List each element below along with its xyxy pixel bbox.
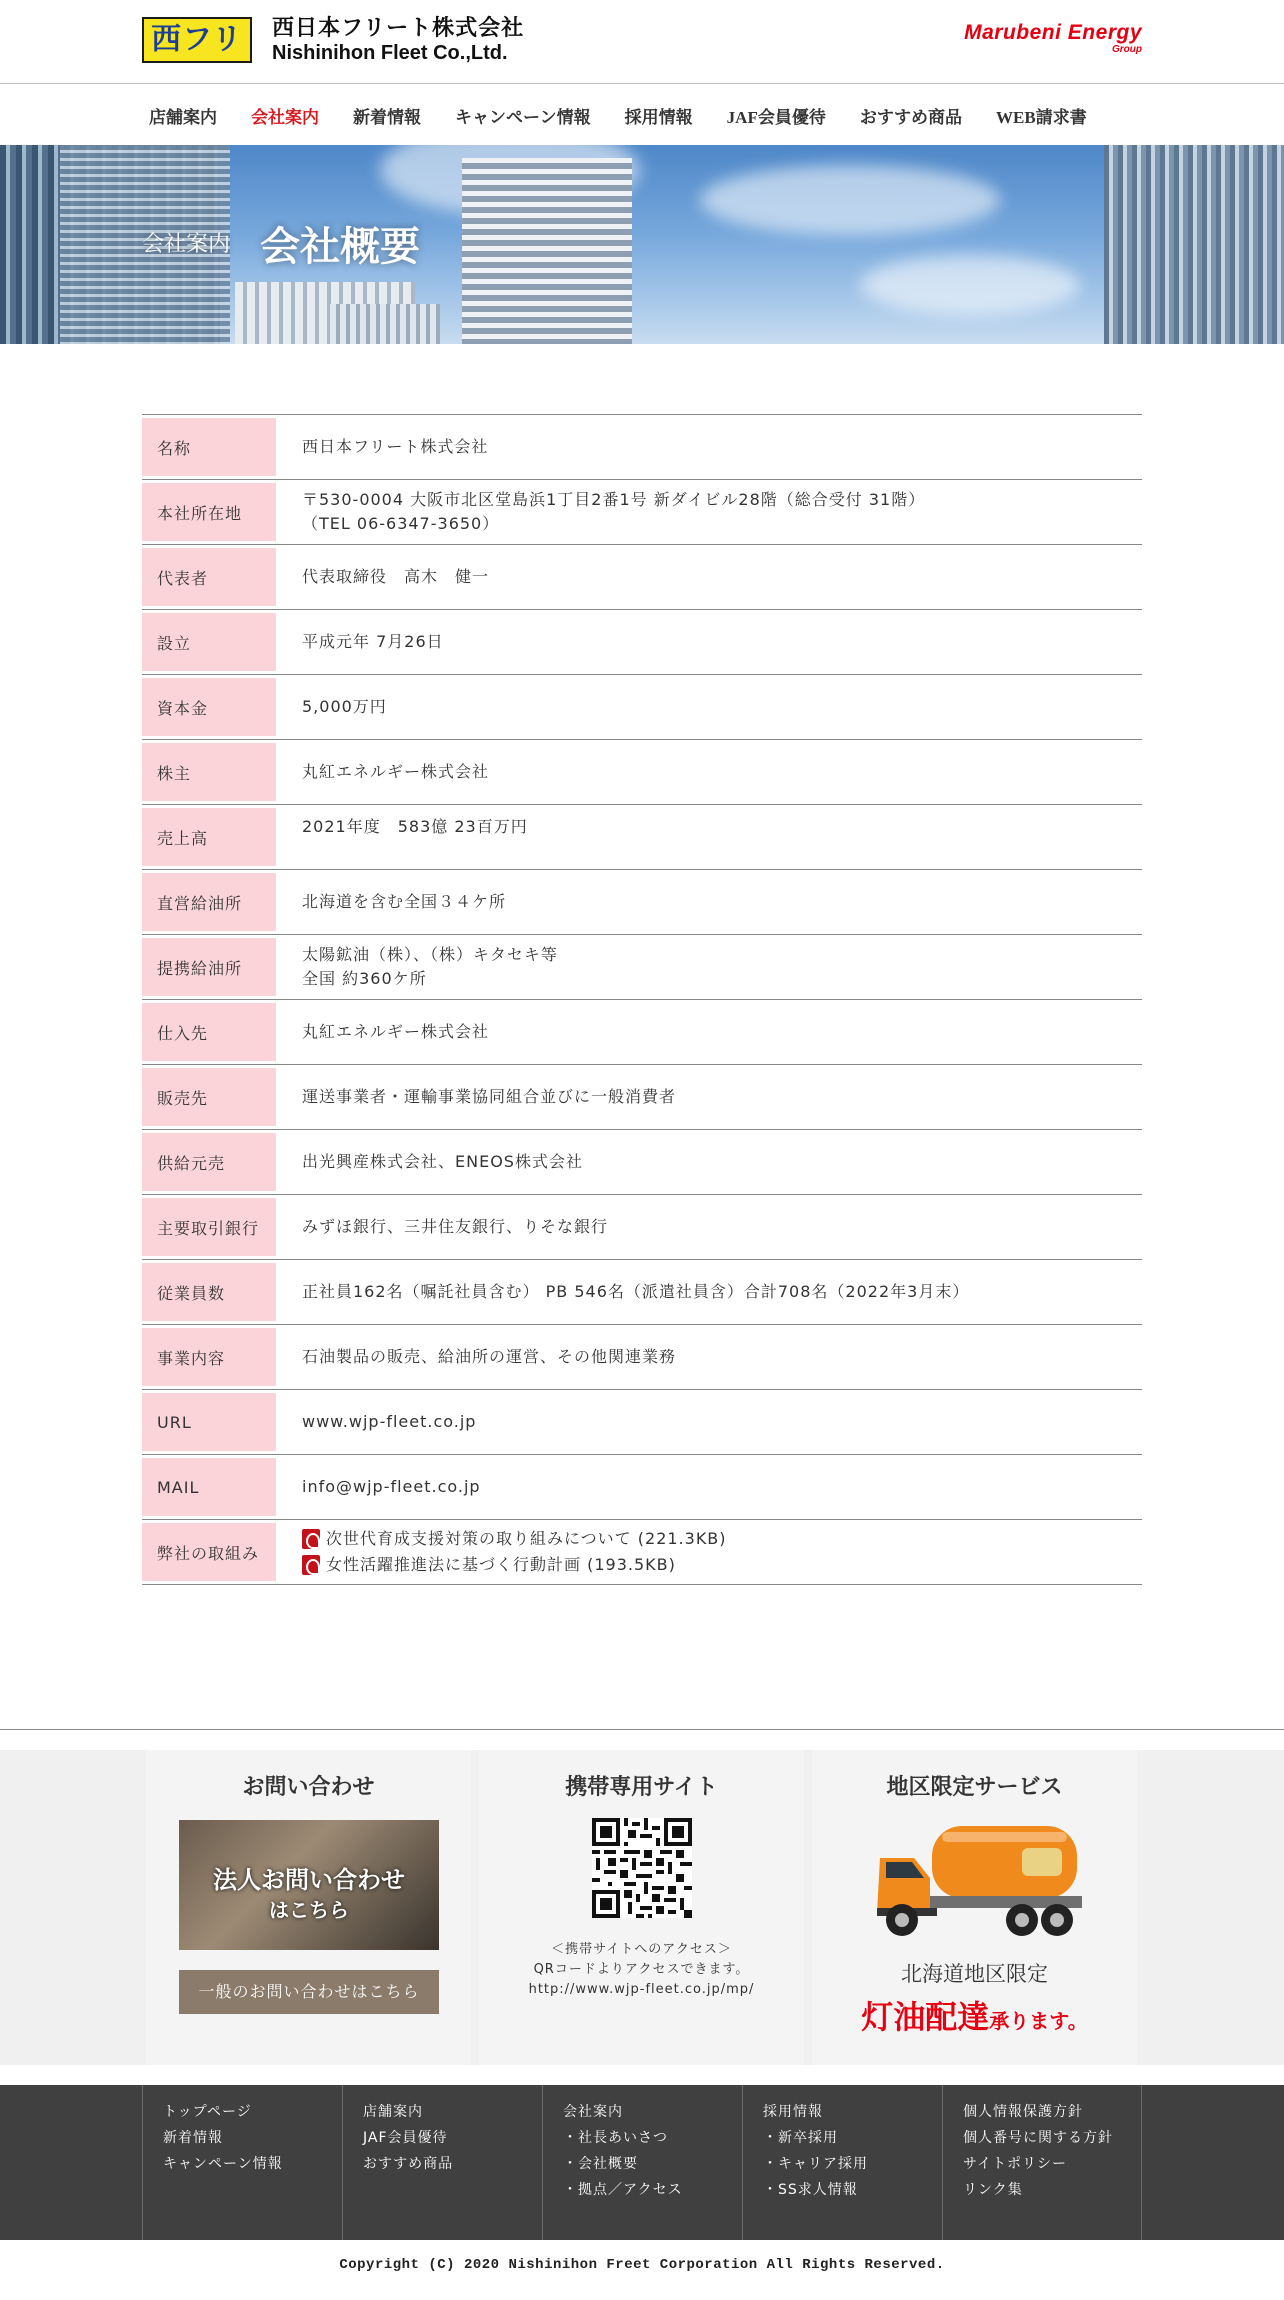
footer-sitemap — [0, 2085, 1284, 2240]
profile-row — [142, 480, 1142, 545]
footer-divider — [0, 1729, 1284, 1730]
company-logo[interactable] — [142, 16, 524, 64]
sitemap-link[interactable]: リンク集 — [963, 2182, 1023, 2198]
profile-label: MAIL — [142, 1458, 276, 1516]
profile-label: 株主 — [142, 743, 276, 801]
nav-item[interactable]: 店舗案内 — [149, 107, 217, 127]
copyright: Copyright (C) 2020 Nishinihon Freet Corporation All Rights Reserved. — [339, 2257, 945, 2273]
sitemap-link[interactable]: ・拠点／アクセス — [563, 2182, 683, 2198]
profile-value-line: 〒530-0004 大阪市北区堂島浜1丁目2番1号 新ダイビル28階（総合受付 31階） — [302, 490, 926, 509]
profile-row — [142, 675, 1142, 740]
pdf-icon — [302, 1529, 320, 1549]
kerosene-delivery-sub: 承ります。 — [989, 2009, 1088, 2033]
building-decor — [330, 304, 440, 344]
profile-value — [276, 1000, 1142, 1064]
sitemap-link[interactable]: トップページ — [163, 2104, 252, 2120]
building-decor — [462, 158, 632, 344]
sitemap-link[interactable]: 個人情報保護方針 — [963, 2104, 1083, 2120]
sitemap-link[interactable]: おすすめ商品 — [363, 2156, 454, 2172]
kerosene-delivery-text — [812, 1992, 1137, 2038]
profile-label: 設立 — [142, 613, 276, 671]
profile-label: 事業内容 — [142, 1328, 276, 1386]
pdf-icon — [302, 1555, 320, 1575]
partner-name: Marubeni Energy — [964, 21, 1142, 44]
sitemap-column — [942, 2085, 1142, 2240]
profile-row — [142, 740, 1142, 805]
profile-value-line: 正社員162名（嘱託社員含む） PB 546名（派遣社員含）合計708名（2022年3月末） — [302, 1282, 970, 1301]
profile-value — [276, 415, 1142, 479]
contact-panel — [146, 1750, 471, 2065]
profile-value-line: 平成元年 7月26日 — [302, 632, 444, 651]
logo-mark: 西フリ — [142, 17, 252, 63]
company-name-en: Nishinihon Fleet Co.,Ltd. — [272, 42, 508, 64]
sitemap-column — [142, 2085, 342, 2240]
nav-item[interactable]: 採用情報 — [624, 107, 693, 127]
profile-value — [276, 1455, 1142, 1519]
profile-value-line: 代表取締役 高木 健一 — [302, 567, 490, 586]
profile-label: 従業員数 — [142, 1263, 276, 1321]
profile-row — [142, 1260, 1142, 1325]
sitemap-column — [342, 2085, 542, 2240]
sitemap-link[interactable]: サイトポリシー — [963, 2156, 1068, 2172]
nav-item[interactable]: 会社案内 — [251, 107, 319, 127]
profile-label: 仕入先 — [142, 1003, 276, 1061]
profile-value — [276, 1130, 1142, 1194]
profile-value-line: 石油製品の販売、給油所の運営、その他関連業務 — [302, 1347, 677, 1366]
cloud-decor — [860, 255, 1080, 315]
profile-row — [142, 1195, 1142, 1260]
profile-label: 本社所在地 — [142, 483, 276, 541]
site-header — [0, 0, 1284, 84]
hero-category: 会社案内 — [142, 232, 231, 257]
general-contact-button[interactable]: 一般のお問い合わせはこちら — [179, 1970, 439, 2014]
sitemap-link[interactable]: 店舗案内 — [363, 2104, 423, 2120]
profile-value-line: 運送事業者・運輸事業協同組合並びに一般消費者 — [302, 1087, 677, 1106]
logo-text — [272, 16, 524, 64]
nav-item[interactable]: 新着情報 — [353, 107, 421, 127]
profile-value-line: 丸紅エネルギー株式会社 — [302, 1022, 490, 1041]
profile-row — [142, 1130, 1142, 1195]
page-title: 会社概要 — [260, 224, 420, 270]
qr-code-icon — [592, 1818, 692, 1918]
profile-value — [276, 675, 1142, 739]
profile-value — [276, 740, 1142, 804]
profile-row — [142, 545, 1142, 610]
sitemap-link[interactable]: ・会社概要 — [563, 2156, 638, 2172]
profile-value — [276, 1390, 1142, 1454]
profile-value — [276, 805, 1142, 869]
profile-row — [142, 1455, 1142, 1520]
sitemap-link[interactable]: 採用情報 — [763, 2104, 823, 2120]
profile-value-line: 全国 約360ケ所 — [302, 969, 427, 988]
banner-line1: 法人お問い合わせ — [213, 1865, 405, 1894]
page-hero — [0, 145, 1284, 344]
qr-note-line1: ＜携帯サイトへのアクセス＞ — [551, 1942, 732, 1957]
sitemap-column — [542, 2085, 742, 2240]
profile-value-line: 丸紅エネルギー株式会社 — [302, 762, 490, 781]
profile-row — [142, 1065, 1142, 1130]
profile-label: 直営給油所 — [142, 873, 276, 931]
company-name-jp: 西日本フリート株式会社 — [272, 16, 525, 41]
profile-row — [142, 935, 1142, 1000]
profile-label: 名称 — [142, 418, 276, 476]
profile-row-initiatives — [142, 1520, 1142, 1585]
mobile-title: 携帯専用サイト — [565, 1775, 718, 1800]
profile-value — [276, 545, 1142, 609]
profile-row — [142, 870, 1142, 935]
profile-row — [142, 1000, 1142, 1065]
corporate-contact-banner[interactable] — [179, 1820, 439, 1950]
sitemap-link[interactable]: ・社長あいさつ — [563, 2130, 668, 2146]
building-decor — [1104, 145, 1284, 344]
profile-label: 売上高 — [142, 808, 276, 866]
regional-note: 北海道地区限定 — [901, 1962, 1048, 1986]
sitemap-link[interactable]: 個人番号に関する方針 — [963, 2130, 1113, 2146]
profile-value — [276, 1260, 1142, 1324]
profile-value — [276, 610, 1142, 674]
sitemap-link[interactable]: 新着情報 — [163, 2130, 223, 2146]
profile-value-line: 2021年度 583億 23百万円 — [302, 817, 528, 836]
profile-row — [142, 415, 1142, 480]
profile-row — [142, 1325, 1142, 1390]
profile-value-line[interactable]: info@wjp-fleet.co.jp — [302, 1477, 481, 1496]
sitemap-link[interactable]: ・キャリア採用 — [763, 2156, 868, 2172]
regional-title: 地区限定サービス — [886, 1775, 1063, 1800]
profile-value-line: みずほ銀行、三井住友銀行、りそな銀行 — [302, 1217, 609, 1236]
footer-panels — [0, 1750, 1284, 2065]
partner-group: Group — [1112, 44, 1142, 55]
initiatives-links — [276, 1520, 1142, 1584]
profile-value-line: 北海道を含む全国３４ケ所 — [302, 892, 507, 911]
profile-value — [276, 1065, 1142, 1129]
pdf-download-link[interactable] — [302, 1552, 1142, 1578]
pdf-link-label: 次世代育成支援対策の取り組みについて (221.3KB) — [326, 1529, 727, 1548]
profile-label: 弊社の取組み — [142, 1523, 276, 1581]
contact-title: お問い合わせ — [242, 1775, 375, 1800]
profile-label: 供給元売 — [142, 1133, 276, 1191]
profile-value — [276, 870, 1142, 934]
profile-row — [142, 610, 1142, 675]
mobile-site-panel — [479, 1750, 804, 2065]
tanker-truck-icon[interactable] — [872, 1818, 1082, 1943]
profile-label: 資本金 — [142, 678, 276, 736]
profile-label: 販売先 — [142, 1068, 276, 1126]
pdf-download-link[interactable] — [302, 1526, 1142, 1552]
main-nav — [0, 85, 1284, 145]
profile-value-line: 5,000万円 — [302, 697, 387, 716]
qr-note — [479, 1940, 804, 2000]
profile-value-line: （TEL 06-6347-3650） — [302, 514, 500, 533]
partner-logo[interactable] — [964, 22, 1142, 55]
qr-note-line2: QRコードよりアクセスできます。 — [533, 1962, 750, 1977]
pdf-link-label: 女性活躍推進法に基づく行動計画 (193.5KB) — [326, 1555, 676, 1574]
profile-value — [276, 480, 1142, 544]
profile-row — [142, 805, 1142, 870]
sitemap-link[interactable]: JAF会員優待 — [363, 2130, 448, 2146]
profile-value — [276, 1325, 1142, 1389]
profile-label: 代表者 — [142, 548, 276, 606]
nav-item[interactable]: キャンペーン情報 — [455, 107, 591, 127]
regional-service-panel — [812, 1750, 1137, 2065]
mobile-site-url[interactable]: http://www.wjp-fleet.co.jp/mp/ — [528, 1982, 755, 1997]
company-profile-table — [142, 414, 1142, 1585]
banner-line2: はこちら — [269, 1898, 349, 1922]
profile-value — [276, 935, 1142, 999]
profile-value-line: 出光興産株式会社、ENEOS株式会社 — [302, 1152, 583, 1171]
profile-label: 提携給油所 — [142, 938, 276, 996]
nav-item[interactable]: おすすめ商品 — [859, 107, 963, 127]
profile-label: URL — [142, 1393, 276, 1451]
sitemap-column — [742, 2085, 942, 2240]
sitemap-link[interactable]: 会社案内 — [563, 2104, 623, 2120]
nav-item[interactable]: WEB請求書 — [996, 107, 1087, 127]
kerosene-delivery-main: 灯油配達 — [861, 1998, 990, 2036]
sitemap-link[interactable]: ・新卒採用 — [763, 2130, 838, 2146]
sitemap-link[interactable]: ・SS求人情報 — [763, 2182, 858, 2198]
sitemap-link[interactable]: キャンペーン情報 — [163, 2156, 283, 2172]
profile-value-line: 西日本フリート株式会社 — [302, 437, 489, 456]
cloud-decor — [700, 165, 1000, 235]
nav-item[interactable]: JAF会員優待 — [726, 107, 826, 127]
profile-value-line[interactable]: www.wjp-fleet.co.jp — [302, 1412, 477, 1431]
nav-list — [132, 85, 1104, 145]
profile-value-line: 太陽鉱油（株）、（株）キタセキ等 — [302, 945, 558, 964]
profile-row — [142, 1390, 1142, 1455]
profile-value — [276, 1195, 1142, 1259]
profile-label: 主要取引銀行 — [142, 1198, 276, 1256]
